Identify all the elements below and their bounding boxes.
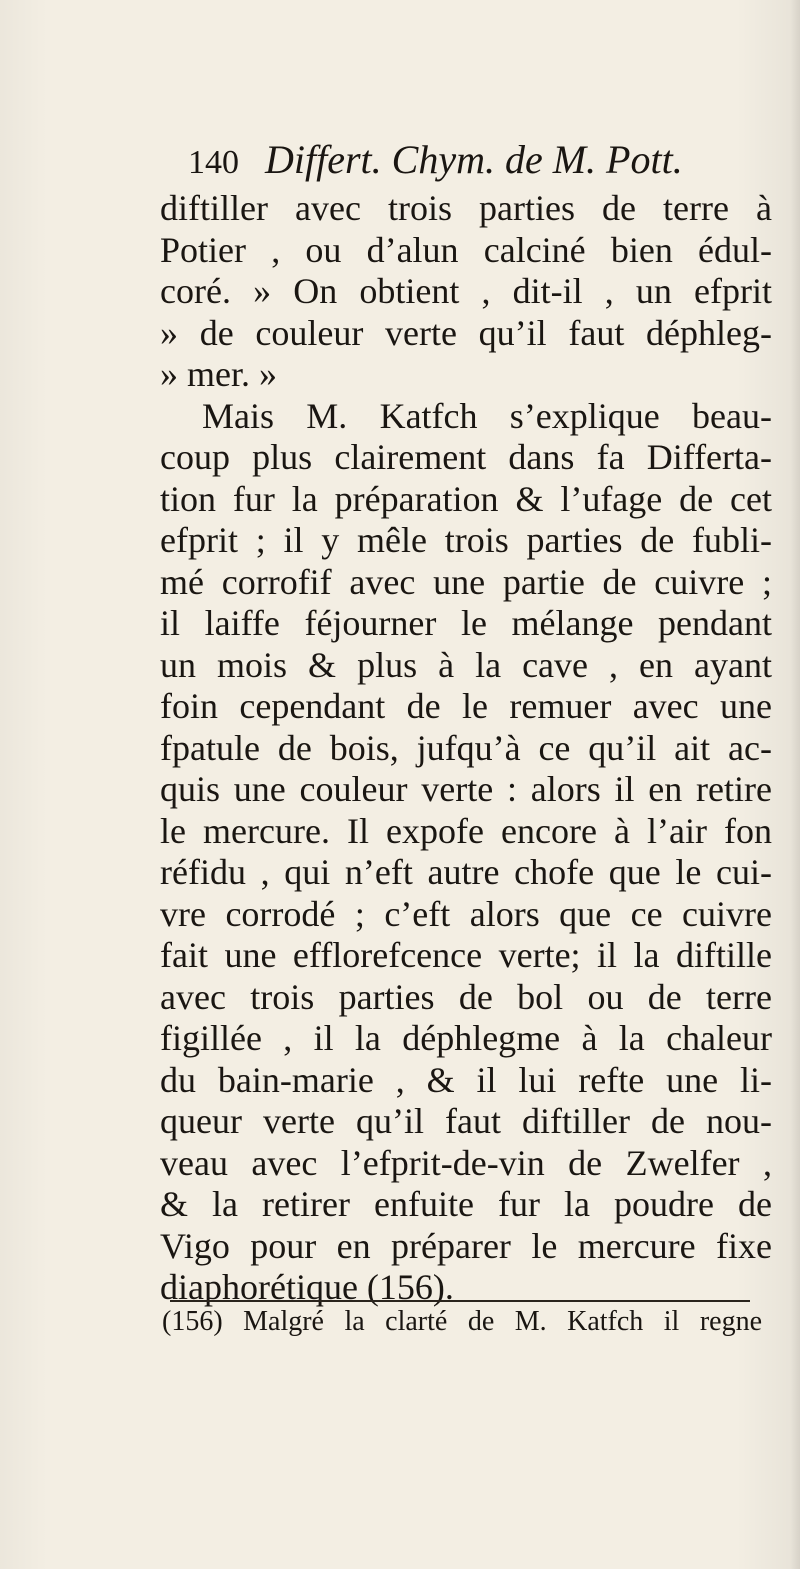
text-line: un mois & plus à la cave , en ayant xyxy=(160,644,772,685)
text-line: réfidu , qui n’eft autre chofe que le cui- xyxy=(160,852,772,892)
text-line: quis une couleur verte : alors il en retire xyxy=(160,769,772,809)
text-line: diftiller avec trois parties de terre à xyxy=(160,188,772,228)
text-line: diaphorétique (156). xyxy=(160,1267,454,1307)
text-line: coup plus clairement dans fa Differta- xyxy=(160,437,772,477)
page-header xyxy=(188,138,683,185)
text-line: foin cependant de le remuer avec une xyxy=(160,686,772,726)
text-line: du bain-marie , & il lui refte une li- xyxy=(160,1059,772,1100)
page-number: 140 xyxy=(188,144,239,181)
text-line: avec trois parties de bol ou de terre xyxy=(160,976,772,1017)
text-line: » de couleur verte qu’il faut déphleg- xyxy=(160,312,772,353)
text-line: queur verte qu’il faut diftiller de nou- xyxy=(160,1101,772,1141)
footnote-rule xyxy=(170,1300,750,1302)
text-line: le mercure. Il expofe encore à l’air fon xyxy=(160,810,772,851)
text-line: veau avec l’efprit-de-vin de Zwelfer , xyxy=(160,1142,772,1183)
page-edge-shadow xyxy=(790,0,800,1569)
text-line: mé corrofif avec une partie de cuivre ; xyxy=(160,561,772,602)
text-line: efprit ; il y mêle trois parties de fubli- xyxy=(160,520,772,560)
text-line: fpatule de bois, jufqu’à ce qu’il ait ac- xyxy=(160,727,772,768)
text-line: Potier , ou d’alun calciné bien édul- xyxy=(160,229,772,270)
body-text xyxy=(160,188,772,1309)
paragraph-start-line: Mais M. Katfch s’explique beau- xyxy=(202,395,772,436)
text-line: » mer. » xyxy=(160,354,277,394)
text-line: coré. » On obtient , dit-il , un efprit xyxy=(160,271,772,311)
text-line: figillée , il la déphlegme à la chaleur xyxy=(160,1018,772,1058)
footnote: (156) Malgré la clarté de M. Katfch il regne xyxy=(162,1306,762,1337)
text-line: Vigo pour en préparer le mercure fixe xyxy=(160,1225,772,1266)
text-line: vre corrodé ; c’eft alors que ce cuivre xyxy=(160,893,772,934)
running-title: Differt. Chym. de M. Pott. xyxy=(265,137,683,182)
text-line: tion fur la préparation & l’ufage de cet xyxy=(160,478,772,519)
text-line: & la retirer enfuite fur la poudre de xyxy=(160,1184,772,1224)
text-line: fait une efflorefcence verte; il la diftille xyxy=(160,935,772,975)
text-line: il laiffe féjourner le mélange pendant xyxy=(160,603,772,643)
